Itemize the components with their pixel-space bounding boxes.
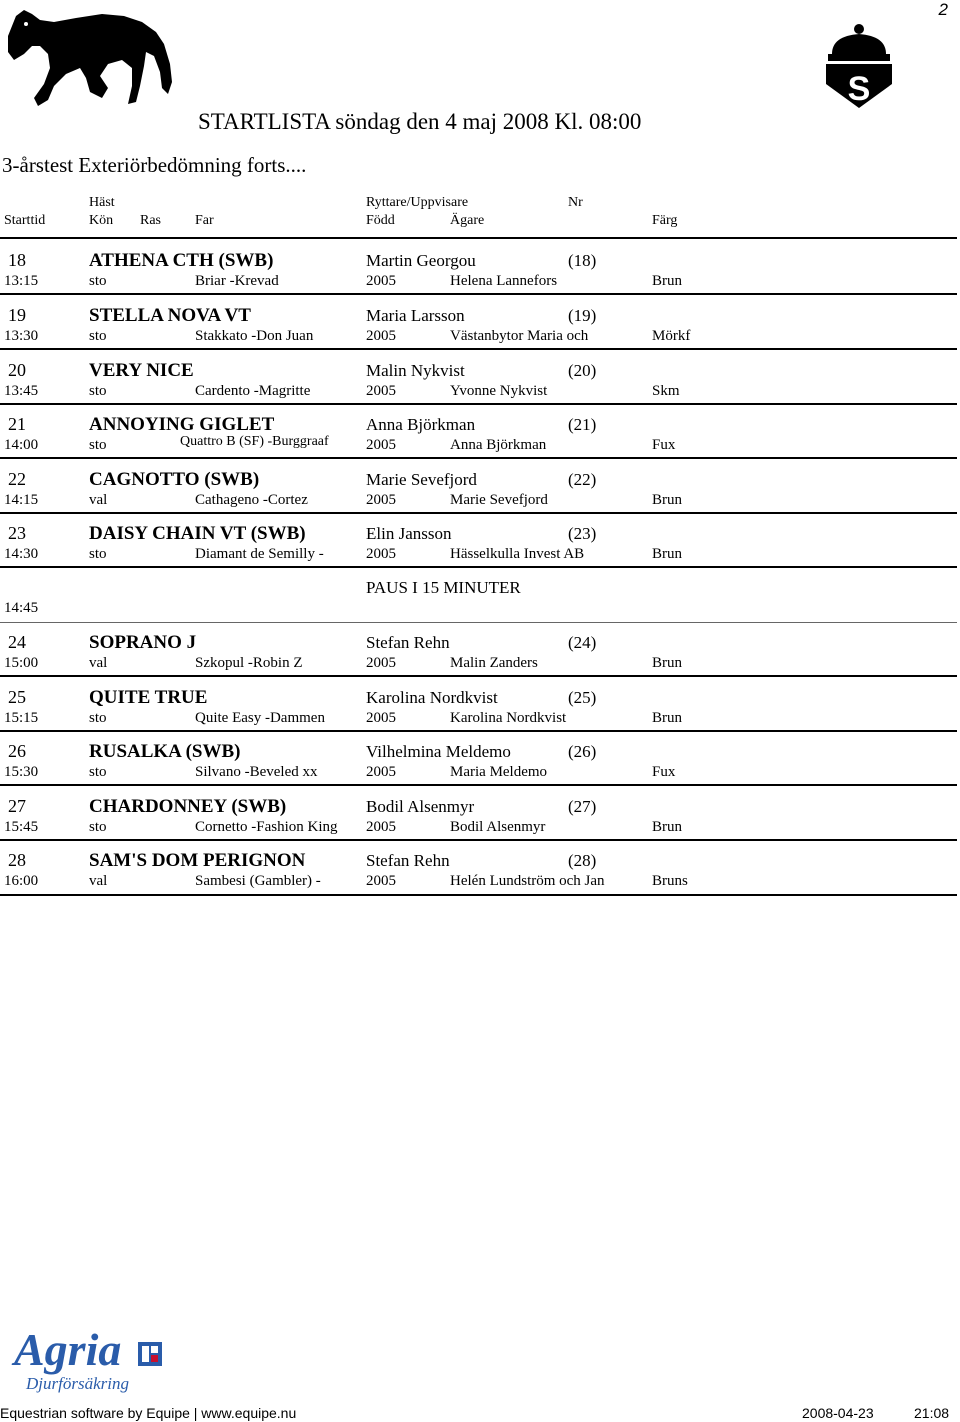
entry-kon: val: [89, 492, 108, 508]
entry-rider: Vilhelmina Meldemo: [366, 742, 511, 761]
entry-number: 24: [8, 632, 26, 652]
entry-far: Cathageno -Cortez: [195, 492, 308, 508]
entry-number: 19: [8, 305, 26, 325]
row-divider: [0, 784, 957, 786]
entry-time: 13:30: [4, 328, 39, 344]
entry-horse: ANNOYING GIGLET: [89, 414, 275, 435]
row-divider: [0, 622, 957, 623]
entry-horse: CHARDONNEY (SWB): [89, 796, 287, 817]
pause-time: 14:45: [4, 600, 39, 616]
entry-rider: Anna Björkman: [366, 415, 476, 434]
header-nr: Nr: [568, 195, 583, 210]
entry-agare: Yvonne Nykvist: [450, 383, 548, 399]
entry-kon: sto: [89, 819, 107, 835]
row-divider: [0, 348, 957, 350]
entry-time: 16:00: [4, 873, 39, 889]
entry-number: 22: [8, 469, 26, 489]
entry-number: 26: [8, 741, 26, 761]
entry-time: 13:15: [4, 273, 39, 289]
entry-horse: CAGNOTTO (SWB): [89, 469, 260, 490]
entry-horse: VERY NICE: [89, 360, 194, 381]
entry-nr: (19): [568, 306, 597, 325]
entry-kon: sto: [89, 546, 107, 562]
entry-farg: Brun: [652, 492, 682, 508]
entry-number: 28: [8, 850, 26, 870]
entry-agare: Maria Meldemo: [450, 764, 548, 780]
row-divider: [0, 894, 957, 896]
entry-nr: (25): [568, 688, 597, 707]
entry-farg: Brun: [652, 546, 682, 562]
row-divider: [0, 457, 957, 459]
entry-far: Sambesi (Gambler) -: [195, 873, 321, 889]
entry-fodd: 2005: [366, 383, 396, 399]
entry-farg: Brun: [652, 655, 682, 671]
entry-horse: DAISY CHAIN VT (SWB): [89, 523, 306, 544]
entry-number: 20: [8, 360, 26, 380]
entry-time: 15:30: [4, 764, 39, 780]
entry-kon: sto: [89, 710, 107, 726]
entry-rider: Karolina Nordkvist: [366, 688, 498, 707]
entry-farg: Brun: [652, 710, 682, 726]
entry-time: 14:30: [4, 546, 39, 562]
page-number: 2: [938, 0, 948, 19]
entry-horse: SOPRANO J: [89, 632, 197, 653]
entry-farg: Brun: [652, 819, 682, 835]
entry-horse: STELLA NOVA VT: [89, 305, 251, 326]
entry-nr: (21): [568, 415, 597, 434]
crown-s-logo-icon: [822, 22, 896, 110]
entry-kon: sto: [89, 328, 107, 344]
entry-rider: Maria Larsson: [366, 306, 465, 325]
entry-number: 27: [8, 796, 26, 816]
entry-horse: ATHENA CTH (SWB): [89, 250, 274, 271]
entry-number: 21: [8, 414, 26, 434]
entry-kon: sto: [89, 764, 107, 780]
entry-time: 15:15: [4, 710, 39, 726]
entry-agare: Västanbytor Maria och: [450, 328, 589, 344]
entry-agare: Karolina Nordkvist: [450, 710, 567, 726]
entry-kon: val: [89, 873, 108, 889]
page-title: STARTLISTA söndag den 4 maj 2008 Kl. 08:00: [198, 109, 642, 134]
entry-fodd: 2005: [366, 546, 396, 562]
entry-horse: RUSALKA (SWB): [89, 741, 241, 762]
entry-rider: Martin Georgou: [366, 251, 476, 270]
header-agare: Ägare: [450, 213, 485, 228]
entry-farg: Fux: [652, 764, 676, 780]
entry-agare: Malin Zanders: [450, 655, 538, 671]
footer-software: Equestrian software by Equipe | www.equipe.nu: [0, 1405, 297, 1421]
header-ras: Ras: [140, 213, 161, 228]
entry-number: 18: [8, 250, 26, 270]
entry-rider: Malin Nykvist: [366, 361, 465, 380]
entry-nr: (24): [568, 633, 597, 652]
header-hast: Häst: [89, 195, 115, 210]
agria-emblem-icon: [138, 1342, 162, 1366]
entry-rider: Stefan Rehn: [366, 633, 450, 652]
entry-nr: (23): [568, 524, 597, 543]
entry-rider: Stefan Rehn: [366, 851, 450, 870]
entry-far: Szkopul -Robin Z: [195, 655, 303, 671]
entry-fodd: 2005: [366, 655, 396, 671]
entry-far: Silvano -Beveled xx: [195, 764, 318, 780]
entry-far: Quite Easy -Dammen: [195, 710, 325, 726]
row-divider: [0, 512, 957, 514]
entry-time: 14:00: [4, 437, 39, 453]
entry-number: 23: [8, 523, 26, 543]
entry-fodd: 2005: [366, 437, 396, 453]
header-ryttare: Ryttare/Uppvisare: [366, 195, 469, 210]
entry-rider: Elin Jansson: [366, 524, 452, 543]
entry-rider: Marie Sevefjord: [366, 470, 477, 489]
entry-nr: (26): [568, 742, 597, 761]
footer-date: 2008-04-23: [802, 1405, 874, 1421]
header-fodd: Född: [366, 213, 395, 228]
row-divider: [0, 566, 957, 568]
entry-fodd: 2005: [366, 819, 396, 835]
svg-text:S: S: [847, 70, 871, 108]
agria-logo-text: Agria: [14, 1324, 122, 1375]
row-divider: [0, 403, 957, 405]
row-divider: [0, 293, 957, 295]
entry-fodd: 2005: [366, 328, 396, 344]
entry-nr: (22): [568, 470, 597, 489]
entry-agare: Bodil Alsenmyr: [450, 819, 546, 835]
entry-time: 14:15: [4, 492, 39, 508]
agria-logo: [14, 1326, 129, 1394]
entry-agare: Helén Lundström och Jan: [450, 873, 605, 889]
entry-fodd: 2005: [366, 273, 396, 289]
row-divider: [0, 675, 957, 677]
row-divider: [0, 839, 957, 841]
entry-kon: sto: [89, 437, 107, 453]
entry-rider: Bodil Alsenmyr: [366, 797, 475, 816]
header-farg: Färg: [652, 213, 678, 228]
entry-farg: Brun: [652, 273, 682, 289]
entry-number: 25: [8, 687, 26, 707]
entry-far: Stakkato -Don Juan: [195, 328, 314, 344]
entry-fodd: 2005: [366, 873, 396, 889]
entry-far: Briar -Krevad: [195, 273, 279, 289]
footer-time: 21:08: [914, 1405, 950, 1421]
entry-time: 15:45: [4, 819, 39, 835]
entry-far: Cardento -Magritte: [195, 383, 311, 399]
entry-kon: sto: [89, 383, 107, 399]
entry-fodd: 2005: [366, 492, 396, 508]
header-far: Far: [195, 213, 214, 228]
entry-horse: SAM'S DOM PERIGNON: [89, 850, 306, 871]
entry-far: Quattro B (SF) -Burggraaf: [180, 434, 329, 449]
entry-agare: Hässelkulla Invest AB: [450, 546, 585, 562]
entry-agare: Helena Lannefors: [450, 273, 558, 289]
entry-farg: Fux: [652, 437, 676, 453]
entry-farg: Mörkf: [652, 328, 691, 344]
entry-fodd: 2005: [366, 710, 396, 726]
header-kon: Kön: [89, 213, 114, 228]
entry-far: Cornetto -Fashion King: [195, 819, 338, 835]
entry-kon: sto: [89, 273, 107, 289]
header-starttid: Starttid: [4, 213, 46, 228]
row-divider: [0, 730, 957, 732]
entry-agare: Marie Sevefjord: [450, 492, 548, 508]
entry-far: Diamant de Semilly -: [195, 546, 324, 562]
entry-nr: (18): [568, 251, 597, 270]
header-divider: [0, 237, 957, 239]
entry-fodd: 2005: [366, 764, 396, 780]
entry-farg: Skm: [652, 383, 680, 399]
entry-kon: val: [89, 655, 108, 671]
entry-nr: (20): [568, 361, 597, 380]
entry-horse: QUITE TRUE: [89, 687, 208, 708]
entry-nr: (28): [568, 851, 597, 870]
entry-time: 15:00: [4, 655, 39, 671]
entry-farg: Bruns: [652, 873, 688, 889]
entry-time: 13:45: [4, 383, 39, 399]
agria-logo-subtext: Djurförsäkring: [26, 1374, 129, 1393]
horse-logo-icon: [4, 2, 174, 108]
page-subtitle: 3-årstest Exteriörbedömning forts....: [2, 153, 307, 177]
entry-agare: Anna Björkman: [450, 437, 547, 453]
pause-text: PAUS I 15 MINUTER: [366, 578, 521, 597]
entry-nr: (27): [568, 797, 597, 816]
